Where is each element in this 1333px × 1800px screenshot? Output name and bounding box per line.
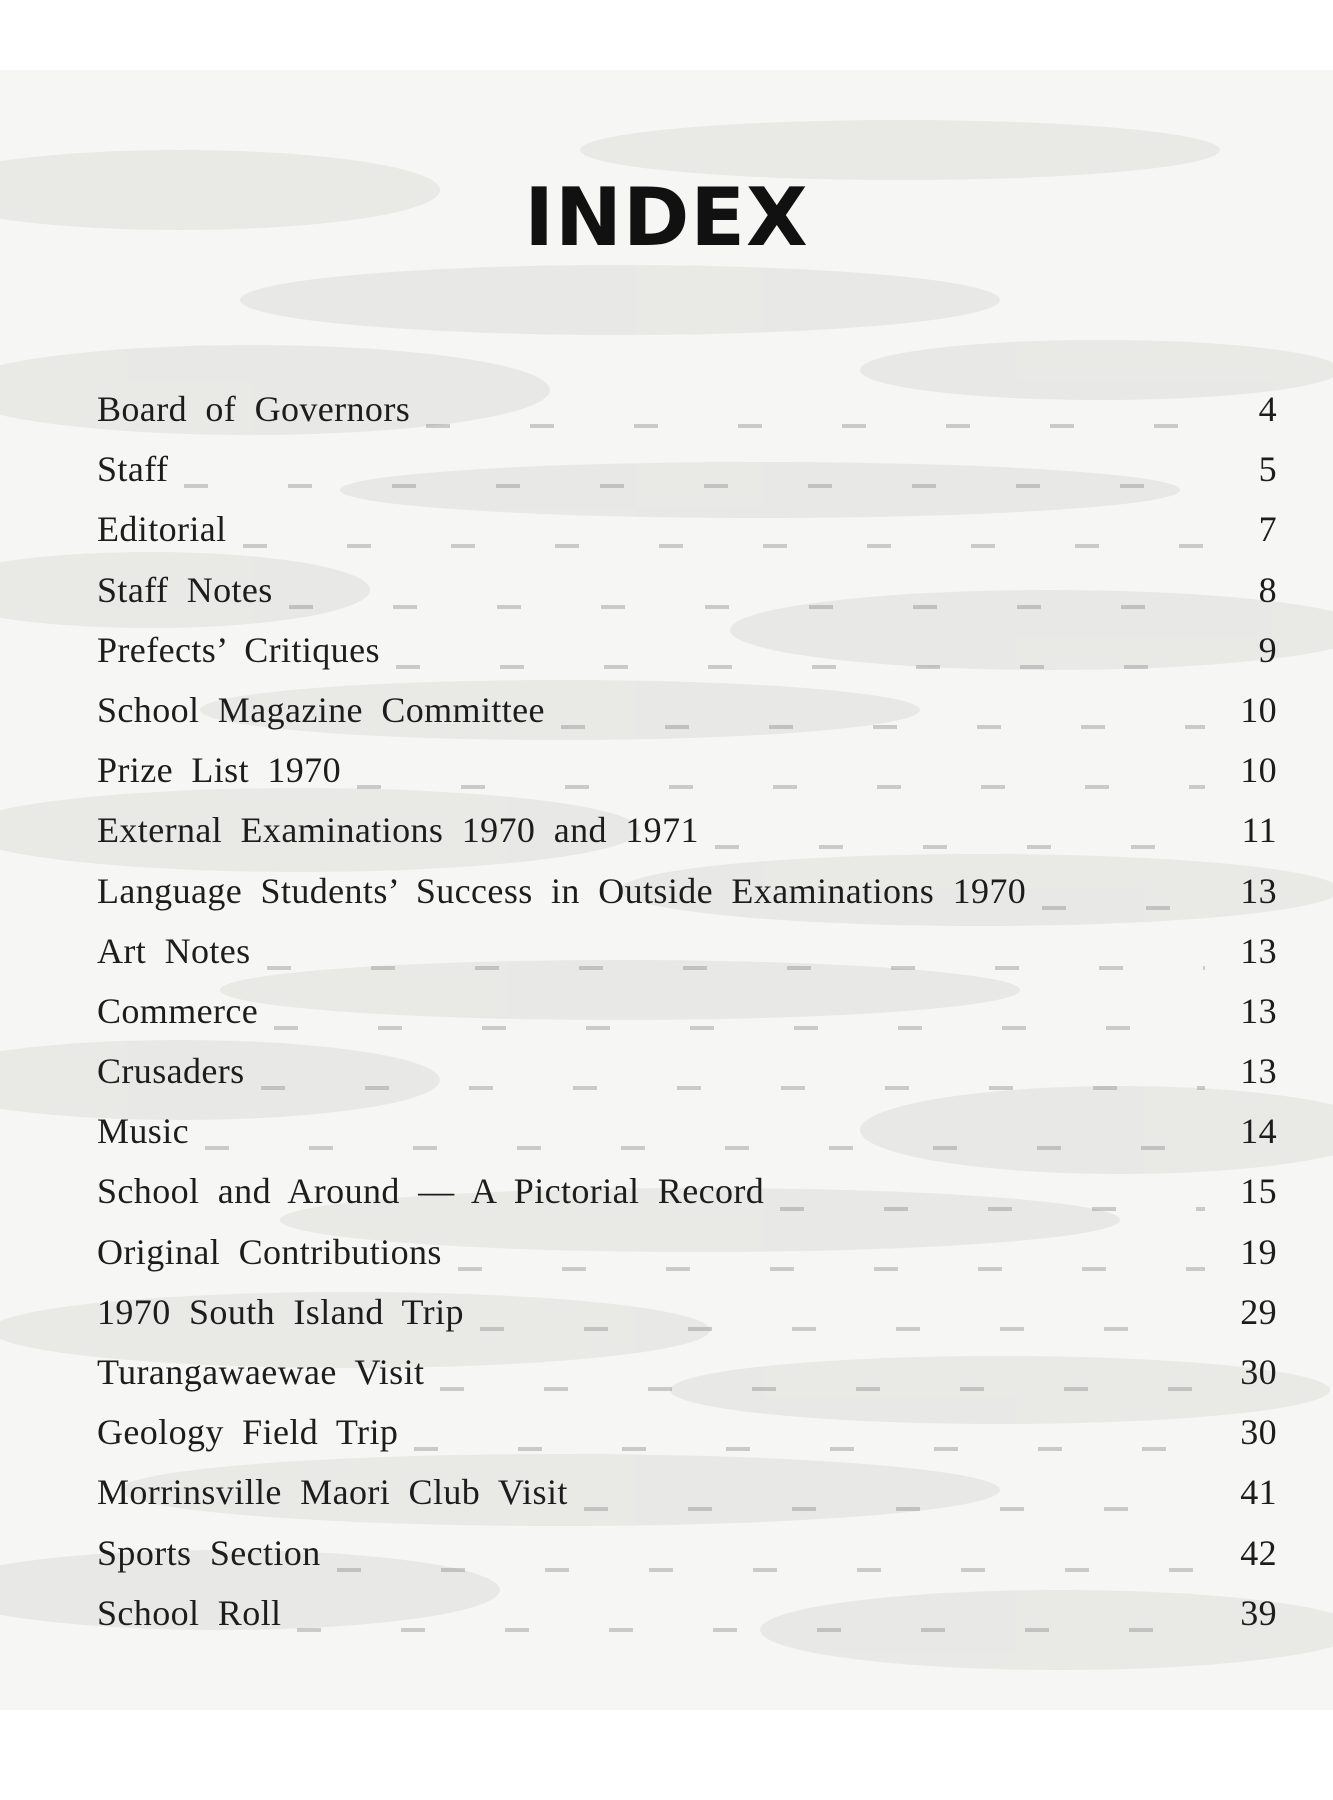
toc-entry-page-number: 13 <box>1240 870 1277 911</box>
dot-leader <box>337 1568 1205 1572</box>
dot-leader <box>561 725 1205 729</box>
toc-entry-title: Geology Field Trip <box>97 1412 399 1453</box>
dot-leader <box>480 1327 1205 1331</box>
dot-leader <box>205 1146 1205 1150</box>
toc-entry-title: Morrinsville Maori Club Visit <box>97 1472 568 1513</box>
dot-leader <box>440 1387 1205 1391</box>
toc-entry-title: Sports Section <box>97 1532 321 1573</box>
toc-entry <box>97 749 1277 809</box>
toc-entry-page-number: 30 <box>1240 1352 1277 1392</box>
toc-entry <box>97 1110 1277 1170</box>
dot-leader <box>184 484 1205 488</box>
toc-entry-page-number: 7 <box>1258 509 1277 550</box>
dot-leader <box>1042 906 1205 910</box>
toc-entry-title: Crusaders <box>97 1051 245 1092</box>
dot-leader <box>297 1628 1205 1632</box>
toc-entry-title: Turangawaewae Visit <box>97 1352 425 1392</box>
toc-entry <box>97 1170 1277 1230</box>
toc-entry-page-number: 13 <box>1240 1051 1277 1092</box>
toc-entry <box>97 448 1277 508</box>
toc-entry-title: 1970 South Island Trip <box>97 1291 464 1332</box>
toc-entry <box>97 1231 1277 1291</box>
table-of-contents <box>97 388 1277 1652</box>
toc-entry <box>97 1411 1277 1471</box>
toc-entry-page-number: 14 <box>1240 1111 1277 1152</box>
toc-entry <box>97 508 1277 568</box>
toc-entry-title: Staff Notes <box>97 569 273 610</box>
dot-leader <box>584 1507 1205 1511</box>
toc-entry-title: Board of Governors <box>97 389 411 429</box>
toc-entry <box>97 809 1277 869</box>
toc-entry <box>97 569 1277 629</box>
dot-leader <box>357 785 1205 789</box>
toc-entry-page-number: 39 <box>1240 1592 1277 1633</box>
toc-entry <box>97 1532 1277 1592</box>
toc-entry-title: Prefects’ Critiques <box>97 629 380 670</box>
toc-entry-page-number: 9 <box>1258 629 1277 670</box>
toc-entry-page-number: 15 <box>1240 1171 1277 1212</box>
toc-entry <box>97 1471 1277 1531</box>
toc-entry-title: Staff <box>97 449 169 490</box>
toc-entry-page-number: 4 <box>1258 389 1277 429</box>
toc-entry-page-number: 11 <box>1241 810 1277 851</box>
toc-entry-page-number: 13 <box>1240 930 1277 971</box>
toc-entry-title: Language Students’ Success in Outside Examinations 1970 <box>97 870 1027 911</box>
toc-entry <box>97 388 1277 448</box>
toc-entry-title: Commerce <box>97 990 259 1031</box>
dot-leader <box>289 605 1205 609</box>
toc-entry-title: Original Contributions <box>97 1231 442 1272</box>
toc-entry-page-number: 10 <box>1240 750 1277 791</box>
toc-entry-title: Editorial <box>97 509 227 550</box>
dot-leader <box>458 1267 1205 1271</box>
toc-entry <box>97 629 1277 689</box>
toc-entry-page-number: 30 <box>1240 1412 1277 1453</box>
dot-leader <box>426 424 1205 428</box>
dot-leader <box>780 1207 1205 1211</box>
toc-entry <box>97 870 1277 930</box>
toc-entry <box>97 1592 1277 1652</box>
toc-entry <box>97 1291 1277 1351</box>
dot-leader <box>261 1086 1205 1090</box>
toc-entry-title: School and Around — A Pictorial Record <box>97 1171 765 1212</box>
toc-entry <box>97 930 1277 990</box>
toc-entry-page-number: 13 <box>1240 990 1277 1031</box>
toc-entry-title: School Roll <box>97 1592 282 1633</box>
toc-entry-page-number: 19 <box>1240 1231 1277 1272</box>
toc-entry-title: Prize List 1970 <box>97 750 341 791</box>
dot-leader <box>414 1447 1205 1451</box>
toc-entry <box>97 1351 1277 1411</box>
toc-entry-page-number: 42 <box>1240 1532 1277 1573</box>
dot-leader <box>396 665 1205 669</box>
page-title: INDEX <box>524 171 809 264</box>
toc-entry <box>97 990 1277 1050</box>
toc-entry-page-number: 8 <box>1258 569 1277 610</box>
toc-entry-page-number: 5 <box>1258 449 1277 490</box>
dot-leader <box>267 966 1205 970</box>
toc-entry-page-number: 41 <box>1240 1472 1277 1513</box>
toc-entry-page-number: 29 <box>1240 1291 1277 1332</box>
toc-entry <box>97 1050 1277 1110</box>
dot-leader <box>274 1026 1205 1030</box>
toc-entry-title: Music <box>97 1111 189 1152</box>
toc-entry-title: External Examinations 1970 and 1971 <box>97 810 699 851</box>
dot-leader <box>715 845 1205 849</box>
toc-entry-title: Art Notes <box>97 930 251 971</box>
toc-entry <box>97 689 1277 749</box>
toc-entry-page-number: 10 <box>1240 689 1277 730</box>
toc-entry-title: School Magazine Committee <box>97 689 545 730</box>
dot-leader <box>243 544 1205 548</box>
